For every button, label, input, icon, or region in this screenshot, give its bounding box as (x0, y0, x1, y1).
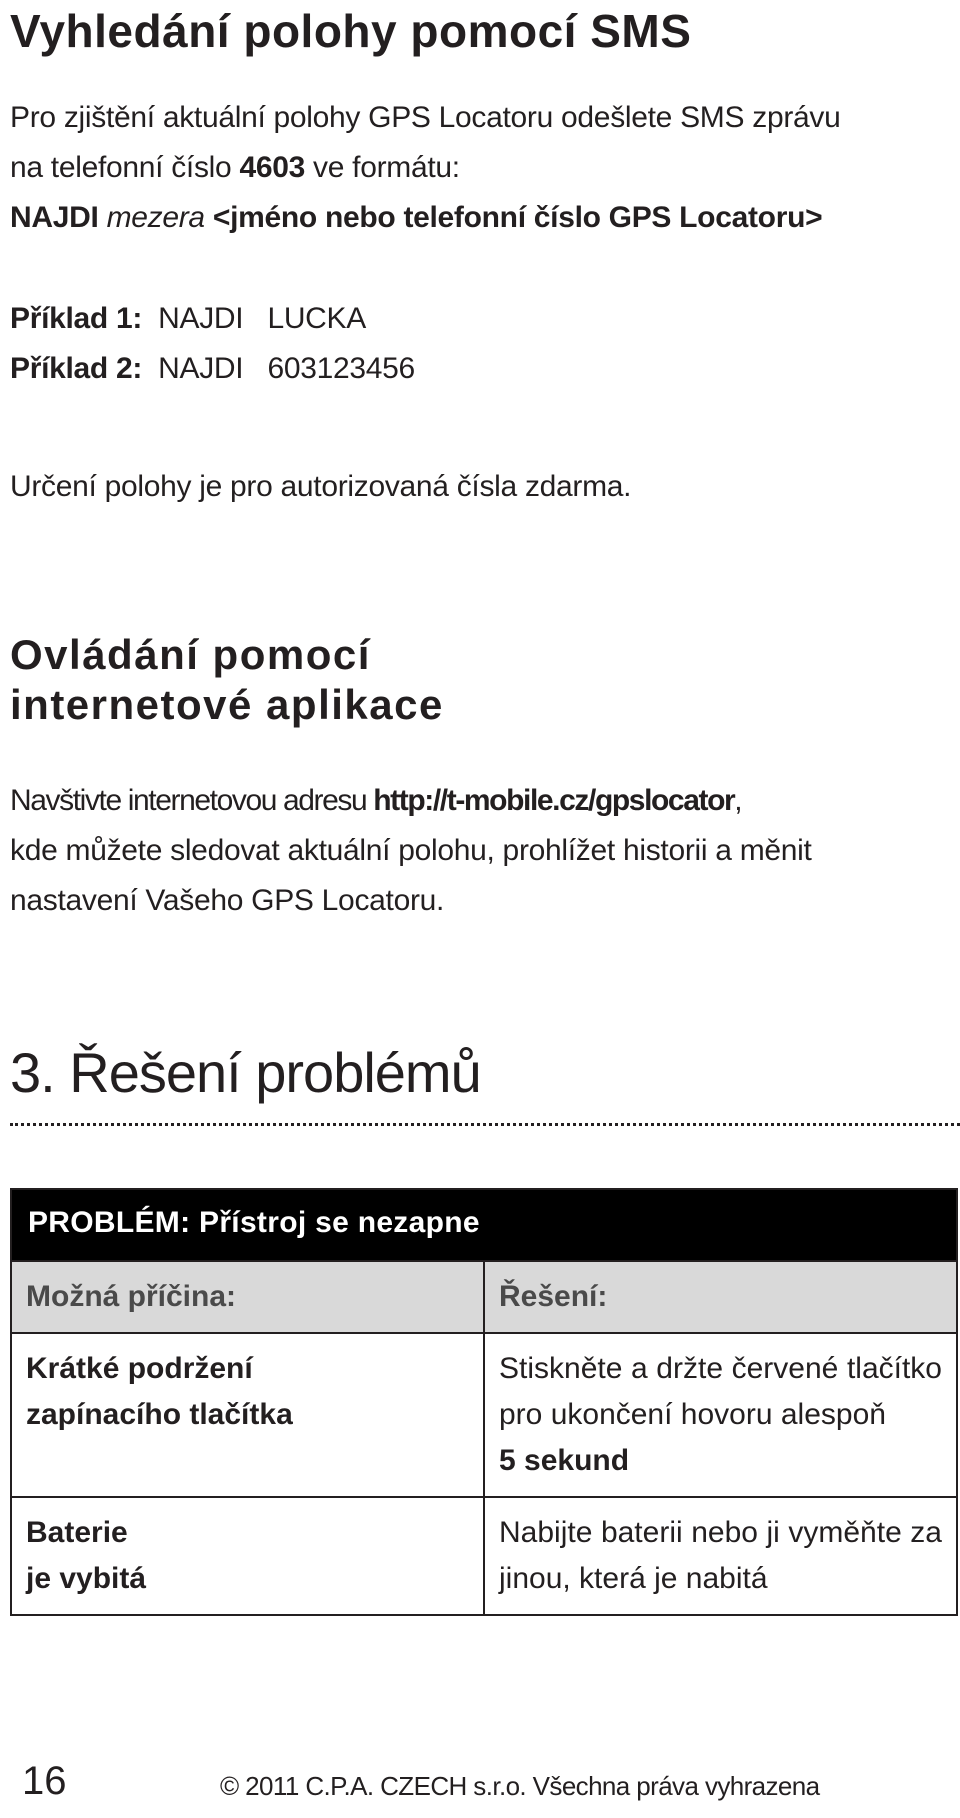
table-row (11, 1333, 957, 1497)
sms-instructions (10, 93, 841, 243)
web-url-link[interactable]: http://t-mobile.cz/gpslocator (373, 784, 735, 817)
cause-cell: Baterie je vybitá (11, 1497, 484, 1615)
sms-format-space: mezera (106, 201, 205, 234)
table-row (11, 1497, 957, 1615)
cause-cell: Krátké podržení zapínacího tlačítka (11, 1333, 484, 1497)
copyright-notice: © 2011 C.P.A. CZECH s.r.o. Všechna práva vyhrazena (220, 1771, 820, 1801)
sms-phone-number: 4603 (239, 151, 305, 184)
web-line-1: Navštivte internetovou adresu http://t-mobile.cz/gpslocator, (10, 784, 742, 817)
solution-cell: Nabijte baterii nebo ji vyměňte za jinou, která je nabitá (484, 1497, 957, 1615)
web-line-3: nastavení Vašeho GPS Locatoru. (10, 884, 445, 917)
sms-format-argument: <jméno nebo telefonní číslo GPS Locatoru> (212, 201, 823, 234)
dotted-divider (10, 1123, 960, 1126)
problem-header-row (11, 1261, 957, 1333)
col-solution-header: Řešení: (484, 1261, 957, 1333)
sms-examples (10, 294, 415, 394)
web-section-title: Ovládání pomocí internetové aplikace (10, 631, 444, 728)
sms-free-note: Určení polohy je pro autorizovaná čísla zdarma. (10, 470, 632, 503)
sms-format-command: NAJDI (10, 201, 99, 234)
solution-cell: Stiskněte a držte červené tlačítko pro ukončení hovoru alespoň 5 sekund (484, 1333, 957, 1497)
problem-table (10, 1188, 958, 1616)
problem-title: PROBLÉM: Přístroj se nezapne (11, 1189, 957, 1261)
problem-title-row (11, 1189, 957, 1261)
sms-section-title: Vyhledání polohy pomocí SMS (10, 5, 692, 57)
page-number: 16 (22, 1759, 67, 1803)
sms-format-line (10, 193, 841, 243)
web-instructions (10, 776, 812, 926)
col-cause-header: Možná příčina: (11, 1261, 484, 1333)
web-line-2: kde můžete sledovat aktuální polohu, prohlížet historii a měnit (10, 834, 812, 867)
sms-intro-line-2: na telefonní číslo 4603 ve formátu: (10, 151, 460, 184)
sms-example-1: Příklad 1: NAJDI LUCKA (10, 302, 366, 335)
sms-example-2: Příklad 2: NAJDI 603123456 (10, 352, 415, 385)
troubleshooting-title: 3. Řešení problémů (10, 1041, 481, 1104)
sms-intro-line: Pro zjištění aktuální polohy GPS Locatoru odešlete SMS zprávu (10, 101, 841, 134)
